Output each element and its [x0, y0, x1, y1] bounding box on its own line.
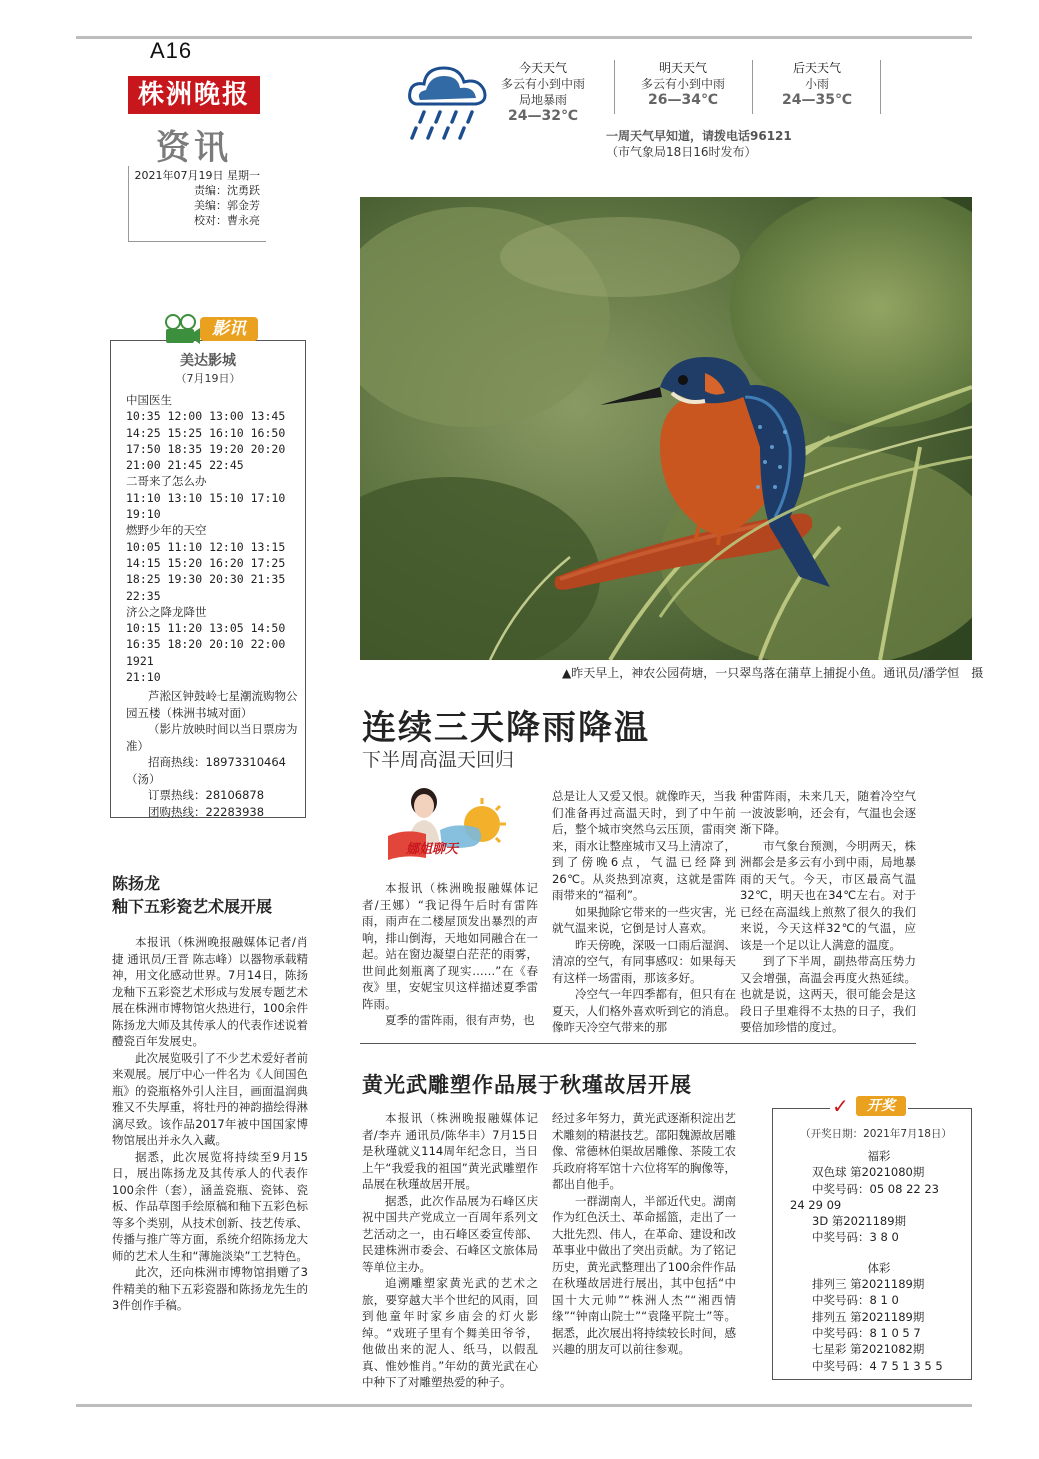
- lottery-line: 24 29 09: [790, 1197, 842, 1212]
- weather-today-desc1: 多云有小到中雨: [500, 77, 585, 91]
- cinema-name: 美达影城: [180, 353, 236, 369]
- main-article-col-2: [552, 788, 736, 1036]
- showtimes: 14:25 15:25 16:10 16:50: [126, 425, 286, 440]
- weather-after-label: 后天天气: [792, 61, 841, 75]
- lottery-line: 七星彩 第2021082期: [812, 1342, 925, 1357]
- film-title: 济公之降龙降世: [126, 604, 207, 619]
- weather-tomorrow-temp: 26—34℃: [648, 92, 718, 108]
- second-article-col-2: [552, 1110, 736, 1358]
- showtimes: 16:35 18:20 20:10 22:00: [126, 637, 286, 652]
- cinema-info: [126, 688, 298, 820]
- kingfisher-photo: [360, 197, 972, 660]
- left-headline-line1: 陈扬龙: [112, 874, 161, 893]
- movie-schedule: [126, 392, 286, 685]
- lottery-category-welfare: 福彩: [867, 1149, 891, 1163]
- page-art-editor: 美编：郭金芳: [194, 199, 260, 212]
- showtimes: 14:15 15:20 16:20 17:25: [126, 555, 286, 570]
- lottery-line: 排列五 第2021189期: [812, 1309, 925, 1324]
- paragraph: 一群湖南人，半部近代史。湖南作为红色沃土、革命摇篮，走出了一大批先烈、伟人，在革命、建设和改革事业中做出了突出贡献。为了铭记历史，黄光武整理出了100余件作品在秋瑾故居进行展出，其中包括“中国十大元帅”“株洲人杰”“湘西情缘”“钟南山院士”“袁隆平院士”等。据悉，此次展出将持续较长时间，感兴趣的朋友可以前往参观。: [552, 1193, 736, 1356]
- lottery-date: （开奖日期：2021年7月18日）: [800, 1128, 952, 1140]
- second-article-col-1: [362, 1110, 538, 1391]
- lottery-badge: [830, 1094, 908, 1118]
- lottery-line: 排列三 第2021189期: [812, 1277, 925, 1292]
- showtimes: 21:10: [126, 670, 161, 685]
- weather-note: [606, 128, 792, 160]
- showtimes: 10:05 11:10 12:10 13:15: [126, 539, 286, 554]
- lottery-line: 中奖号码：4 7 5 1 3 5 5: [812, 1358, 943, 1373]
- lottery-line: 中奖号码：3 8 0: [812, 1230, 899, 1245]
- paragraph: 据悉，此次展览将持续至9月15日，展出陈扬龙及其传承人的代表作100余件（套），涵盖瓷瓶、瓷钵、瓷板、作品草图手绘原稿和釉下五彩色标等多个类别，从技术创新、技艺传承、传播与推广等方面，系统介绍陈扬龙大师的艺术人生和“薄施淡染”工艺特色。: [112, 1149, 308, 1263]
- page-number: A16: [150, 38, 193, 63]
- weather-today: [478, 60, 608, 124]
- bottom-rule: [76, 1404, 972, 1407]
- film-title: 二哥来了怎么办: [126, 474, 207, 489]
- checkmark-icon: ✓: [832, 1094, 849, 1118]
- paragraph: 夏季的雷阵雨，很有声势，也: [385, 1013, 535, 1027]
- weather-divider: [880, 60, 881, 114]
- main-article-col-3: [740, 788, 916, 1036]
- columnist-label: 娜姐聊天: [406, 842, 459, 857]
- weather-tomorrow-label: 明天天气: [658, 61, 707, 75]
- lottery-badge-label: 开奖: [856, 1096, 906, 1116]
- weather-tomorrow-desc1: 多云有小到中雨: [640, 77, 725, 91]
- top-rule: [76, 36, 972, 39]
- left-article-body: [112, 934, 308, 1314]
- lottery-line: 中奖号码：05 08 22 23: [812, 1181, 939, 1196]
- section-title: 资讯: [156, 128, 232, 168]
- page-date: 2021年07月19日 星期一: [134, 169, 260, 182]
- paragraph: 到了下半周，副热带高压势力又会增强，高温会再度火热延续。也就是说，这两天，很可能会是这段日子里难得不太热的日子，我们要倍加珍惜的度过。: [740, 954, 916, 1034]
- movie-badge: [160, 313, 260, 347]
- weather-note-issued: （市气象局18日16时发布）: [606, 145, 757, 159]
- lottery-line: 中奖号码：8 1 0 5 7: [812, 1325, 921, 1340]
- showtimes: 18:25 19:30 20:30 21:35: [126, 572, 286, 587]
- columnist-avatar: [386, 784, 512, 866]
- paragraph: 本报讯（株洲晚报融媒体记者/王娜）“我记得午后时有雷阵雨，雨声在二楼屋顶发出暴烈的声响，排山倒海，天地如同融合在一起。站在窗边凝望白茫茫的雨雾，世间此刻瓶离了现实……”在《春夜》里，安妮宝贝这样描述夏季雷阵雨。: [362, 881, 538, 1011]
- photo-caption: ▲昨天早上，神农公园荷塘，一只翠鸟落在蒲草上捕捉小鱼。通讯员/潘学恒 摄: [562, 666, 984, 680]
- weather-after-desc1: 小雨: [804, 77, 829, 91]
- weather-note-hotline: 一周天气早知道，请拨电话96121: [606, 129, 792, 143]
- weather-after-temp: 24—35℃: [782, 92, 852, 108]
- paragraph: 此次，还向株洲市博物馆捐赠了3件精美的釉下五彩瓷器和陈扬龙先生的3件创作手稿。: [112, 1265, 308, 1312]
- newspaper-logo: 株洲晚报: [128, 76, 260, 114]
- paragraph: 本报讯（株洲晚报融媒体记者/肖捷 通讯员/王晋 陈志峰）以器物承载精神，用文化感动世界。7月14日，陈扬龙釉下五彩瓷艺术形成与发展专题艺术展在株洲市博物馆火热进行，100余件陈扬龙大师及其传承人的代表作述说着醴瓷百年发展史。: [112, 935, 308, 1048]
- lottery-results: [790, 1148, 968, 1374]
- lottery-line: 中奖号码：8 1 0: [812, 1293, 899, 1308]
- hotline-tickets: 订票热线：28106878: [148, 788, 265, 802]
- showtimes: 22:35: [126, 588, 161, 603]
- paragraph: 此次展览吸引了不少艺术爱好者前来观展。展厅中心一件名为《人间国色瓶》的瓷瓶格外引人注目，画面温润典雅又不失厚重，将牡丹的神韵描绘得淋漓尽致。该作品2017年被中国国家博物馆展出并永久入藏。: [112, 1050, 308, 1147]
- showtimes: 17:50 18:35 19:20 20:20: [126, 441, 286, 456]
- film-projector-icon: [160, 313, 200, 347]
- cinema-date: （7月19日）: [175, 372, 241, 385]
- paragraph: 冷空气一年四季都有，但只有在夏天，人们格外喜欢听到它的消息。像昨天冷空气带来的那: [552, 987, 736, 1034]
- paragraph: 经过多年努力，黄光武逐渐积淀出艺术雕刻的精湛技艺。邵阳魏源故居雕像、常德林伯渠故居雕像、茶陵工农兵政府将军馆十六位将军的胸像等，都出自他手。: [552, 1111, 736, 1191]
- cinema-address: 芦淞区钟鼓岭七星潮流购物公园五楼（株洲书城对面）: [126, 689, 298, 720]
- paragraph: 如果抛除它带来的一些灾害，光就气温来说，它倒是讨人喜欢。: [552, 904, 736, 935]
- weather-today-desc2: 局地暴雨: [518, 93, 567, 107]
- lottery-category-sports: 体彩: [867, 1260, 891, 1275]
- page-proofreader: 校对：曹永亮: [194, 214, 260, 227]
- weather-tomorrow: [618, 60, 748, 108]
- second-headline: 黄光武雕塑作品展于秋瑾故居开展: [362, 1073, 692, 1097]
- film-title: 中国医生: [126, 393, 172, 407]
- article-divider: [360, 1043, 916, 1044]
- hotline-business: 招商热线：18973310464（汤）: [126, 755, 286, 786]
- showtimes: 11:10 13:10 15:10 17:10: [126, 490, 286, 505]
- main-article-col-1: [362, 880, 538, 1029]
- weather-after: [752, 60, 882, 108]
- cinema-note: （影片放映时间以当日票房为准）: [126, 722, 298, 753]
- paragraph: 市气象台预测，今明两天，株洲都会是多云有小到中雨，局地暴雨的天气。今天，市区最高气温32℃，明天也在34℃左右。对于已经在高温线上煎熬了很久的我们来说，今天这样32℃的气温，应该是一个足以让人满意的温度。: [740, 838, 916, 952]
- showtimes: 19:10: [126, 507, 161, 522]
- weather-divider: [614, 60, 615, 114]
- lottery-line: 3D 第2021189期: [812, 1214, 907, 1229]
- paragraph: 追溯雕塑家黄光武的艺术之旅，要穿越大半个世纪的风雨，回到他童年时家乡庙会的灯火影绰。“戏班子里有个舞美田爷爷，他做出来的泥人、纸马，以假乱真、惟妙惟肖。”年幼的黄光武在心中种下了对雕塑热爱的种子。: [362, 1276, 538, 1389]
- main-subheadline: 下半周高温天回归: [362, 749, 515, 771]
- kingfisher-illustration: [360, 197, 972, 660]
- page-editor: 责编：沈勇跃: [194, 184, 260, 197]
- lottery-line: 双色球 第2021080期: [812, 1165, 925, 1180]
- weather-today-temp: 24—32℃: [508, 108, 578, 124]
- page-meta: [130, 168, 260, 228]
- showtimes: 10:15 11:20 13:05 14:50: [126, 621, 286, 636]
- paragraph: 本报讯（株洲晚报融媒体记者/李卉 通讯员/陈华丰）7月15日是秋瑾就义114周年纪念日，当日上午“我爱我的祖国”黄光武雕塑作品展在秋瑾故居开展。: [362, 1111, 538, 1191]
- main-headline: 连续三天降雨降温: [362, 708, 650, 748]
- movie-badge-label: 影讯: [200, 317, 258, 341]
- hotline-group: 团购热线：22283938: [148, 804, 265, 819]
- film-title: 燃野少年的天空: [126, 523, 207, 538]
- paragraph: 据悉，此次作品展为石峰区庆祝中国共产党成立一百周年系列文艺活动之一，由石峰区委宣传部、民建株洲市委会、石峰区文旅体局等单位主办。: [362, 1193, 538, 1274]
- showtimes: 10:35 12:00 13:00 13:45: [126, 409, 286, 424]
- left-headline-line2: 釉下五彩瓷艺术展开展: [112, 897, 273, 916]
- paragraph: 昨天傍晚，深吸一口雨后湿润、清凉的空气，有同事感叹：如果每天有这样一场雷雨，那该多好。: [552, 937, 736, 985]
- weather-today-label: 今天天气: [518, 61, 567, 75]
- showtimes: 1921: [126, 653, 154, 668]
- left-headline: [112, 872, 272, 918]
- paragraph: 种雷阵雨，未来几天，随着冷空气一波波影响，还会有，气温也会逐渐下降。: [740, 789, 916, 836]
- paragraph: 总是让人又爱又恨。就像昨天，当我们准备再过高温天时，到了中午前后，整个城市突然乌云压顶，雷雨突来，雨水让整座城市又马上清凉了，到了傍晚6点，气温已经降到26℃。从炎热到凉爽，这就是雷阵雨带来的“福利”。: [552, 789, 736, 902]
- showtimes: 21:00 21:45 22:45: [126, 458, 244, 473]
